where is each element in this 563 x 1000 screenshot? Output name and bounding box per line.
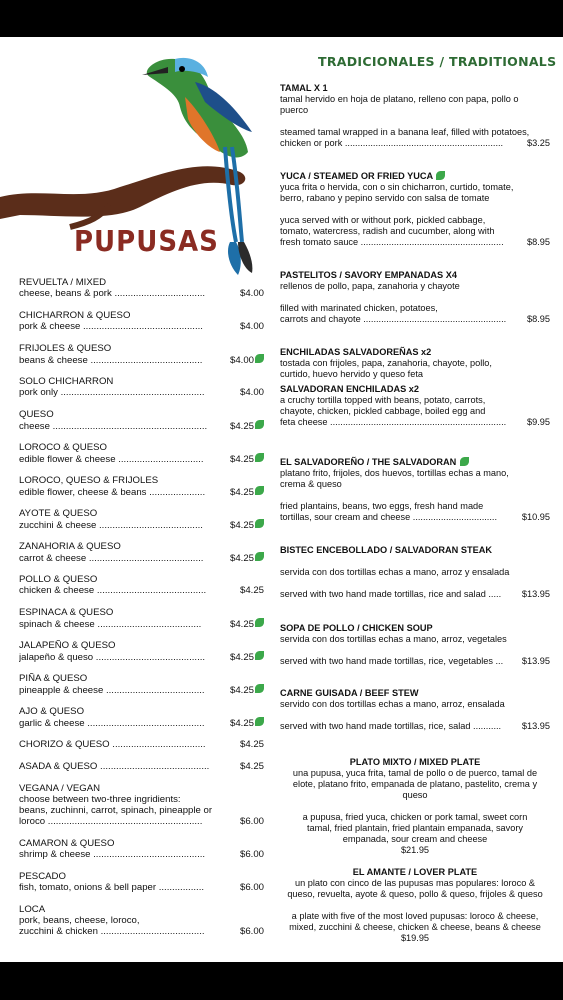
pupusas-list <box>19 277 264 948</box>
list-item: LOCA pork, beans, cheese, loroco, zucchini & chicken ....................................... $6.00 <box>19 904 264 937</box>
list-item: PIÑA & QUESO pineapple & cheese ..................................... $4.25 <box>19 673 264 706</box>
list-item: SOLO CHICHARRON pork only ...................................................... $4.00 <box>19 376 264 398</box>
leaf-icon <box>460 457 469 466</box>
leaf-icon <box>255 651 264 660</box>
list-item: CHICHARRON & QUESO pork & cheese ............................................. $4.00 <box>19 310 264 332</box>
list-item: AYOTE & QUESO zucchini & cheese ....................................... $4.25 <box>19 508 264 541</box>
tamal-item: TAMAL X 1 tamal hervido en hoja de platano, relleno con papa, pollo o puerco steamed tamal wrapped in a banana leaf, filled with potatoes, chicken or pork .............................................................. $3.25 <box>280 83 550 148</box>
list-item: LOROCO & QUESO edible flower & cheese ................................ $4.25 <box>19 442 264 475</box>
list-item: FRIJOLES & QUESO beans & cheese .......................................... $4.00 <box>19 343 264 376</box>
list-item: ASADA & QUESO ......................................... $4.25 <box>19 761 264 772</box>
list-item: QUESO cheese .......................................................... $4.25 <box>19 409 264 442</box>
list-item: JALAPEÑO & QUESO jalapeño & queso ......................................... $4.25 <box>19 640 264 673</box>
leaf-icon <box>255 684 264 693</box>
leaf-icon <box>255 420 264 429</box>
list-item: CHORIZO & QUESO ................................... $4.25 <box>19 739 264 750</box>
menu-page <box>0 37 563 962</box>
pastelitos-item: PASTELITOS / SAVORY EMPANADAS X4 rellenos de pollo, papa, zanahoria y chayote filled with marinated chicken, potatoes, carrots and chayote ........................................................ $8.95 <box>280 270 550 324</box>
traditionals-heading: TRADICIONALES / TRADITIONALS <box>318 54 557 69</box>
sopa-item: SOPA DE POLLO / CHICKEN SOUP servida con dos tortillas echas a mano, arroz, vegetales served with two hand made tortillas, rice, vegetables ... $13.95 <box>280 623 550 666</box>
leaf-icon <box>255 717 264 726</box>
list-item: AJO & QUESO garlic & cheese ............................................ $4.25 <box>19 706 264 739</box>
list-item: ESPINACA & QUESO spinach & cheese ....................................... $4.25 <box>19 607 264 640</box>
leaf-icon <box>255 453 264 462</box>
bistec-item: BISTEC ENCEBOLLADO / SALVADORAN STEAK servida con dos tortillas echas a mano, arroz y ensalada served with two hand made tortillas, rice and salad ..... $13.95 <box>280 545 550 599</box>
leaf-icon <box>255 486 264 495</box>
list-item: REVUELTA / MIXED cheese, beans & pork .................................. $4.00 <box>19 277 264 299</box>
list-item: VEGANA / VEGAN choose between two-three ingridients: beans, zuchinni, carrot, spinach, pineapple or loroco .......................................................... $6.00 <box>19 783 264 827</box>
leaf-icon <box>436 171 445 180</box>
enchiladas-item: ENCHILADAS SALVADOREÑAS x2 tostada con frijoles, papa, zanahoria, chayote, pollo, curtido, huevo hervido y queso feta SALVADORAN ENCHILADAS x2 a cruchy tortilla topped with beans, potato, carrots, chayote, chicken, pickled cabbage, boiled egg and feta cheese ..................................................................... $9.95 <box>280 347 550 427</box>
list-item: POLLO & QUESO chicken & cheese ......................................... $4.25 <box>19 574 264 596</box>
amante-item: EL AMANTE / LOVER PLATE un plato con cinco de las pupusas mas populares: loroco & queso, revuelta, ayote & queso, pollo & queso, frijoles & queso a plate with five of the most loved pupusas: loroco & cheese, mixed, zucchini & cheese, chicken & cheese, beans & cheese $19.95 <box>287 867 543 943</box>
leaf-icon <box>255 354 264 363</box>
mixto-item: PLATO MIXTO / MIXED PLATE una pupusa, yuca frita, tamal de pollo o de puerco, tamal de elote, platano frito, empanada de platano, pastelito, crema y queso a pupusa, fried yuca, chicken or pork tamal, sweet corn tamal, fried plantain, fried plantain empanada, savory empanada, sour cream and cheese $21.95 <box>292 757 538 855</box>
leaf-icon <box>255 552 264 561</box>
carne-item: CARNE GUISADA / BEEF STEW servido con dos tortillas echas a mano, arroz, ensalada served with two hand made tortillas, rice, salad ........... $13.95 <box>280 688 550 731</box>
list-item: ZANAHORIA & QUESO carrot & cheese ........................................... $4.25 <box>19 541 264 574</box>
list-item: LOROCO, QUESO & FRIJOLES edible flower, cheese & beans ..................... $4.25 <box>19 475 264 508</box>
pupusas-heading: PUPUSAS <box>74 225 219 259</box>
leaf-icon <box>255 618 264 627</box>
list-item: PESCADO fish, tomato, onions & bell paper ................. $6.00 <box>19 871 264 893</box>
yuca-item: YUCA / STEAMED OR FRIED YUCA yuca frita o hervida, con o sin chicharron, curtido, tomate, berro, rabano y pepino servido con salsa de tomate yuca served with or without pork, pickled cabbage, tomato, watercress, radish and cucumber, along with fresh tomato sauce ........................................................ $8.95 <box>280 171 550 247</box>
salvadoreno-item: EL SALVADOREÑO / THE SALVADORAN platano frito, frijoles, dos huevos, tortillas echas a mano, crema & queso fried plantains, beans, two eggs, fresh hand made tortillas, sour cream and cheese ................................. $10.95 <box>280 457 550 522</box>
leaf-icon <box>255 519 264 528</box>
list-item: CAMARON & QUESO shrimp & cheese .......................................... $6.00 <box>19 838 264 860</box>
